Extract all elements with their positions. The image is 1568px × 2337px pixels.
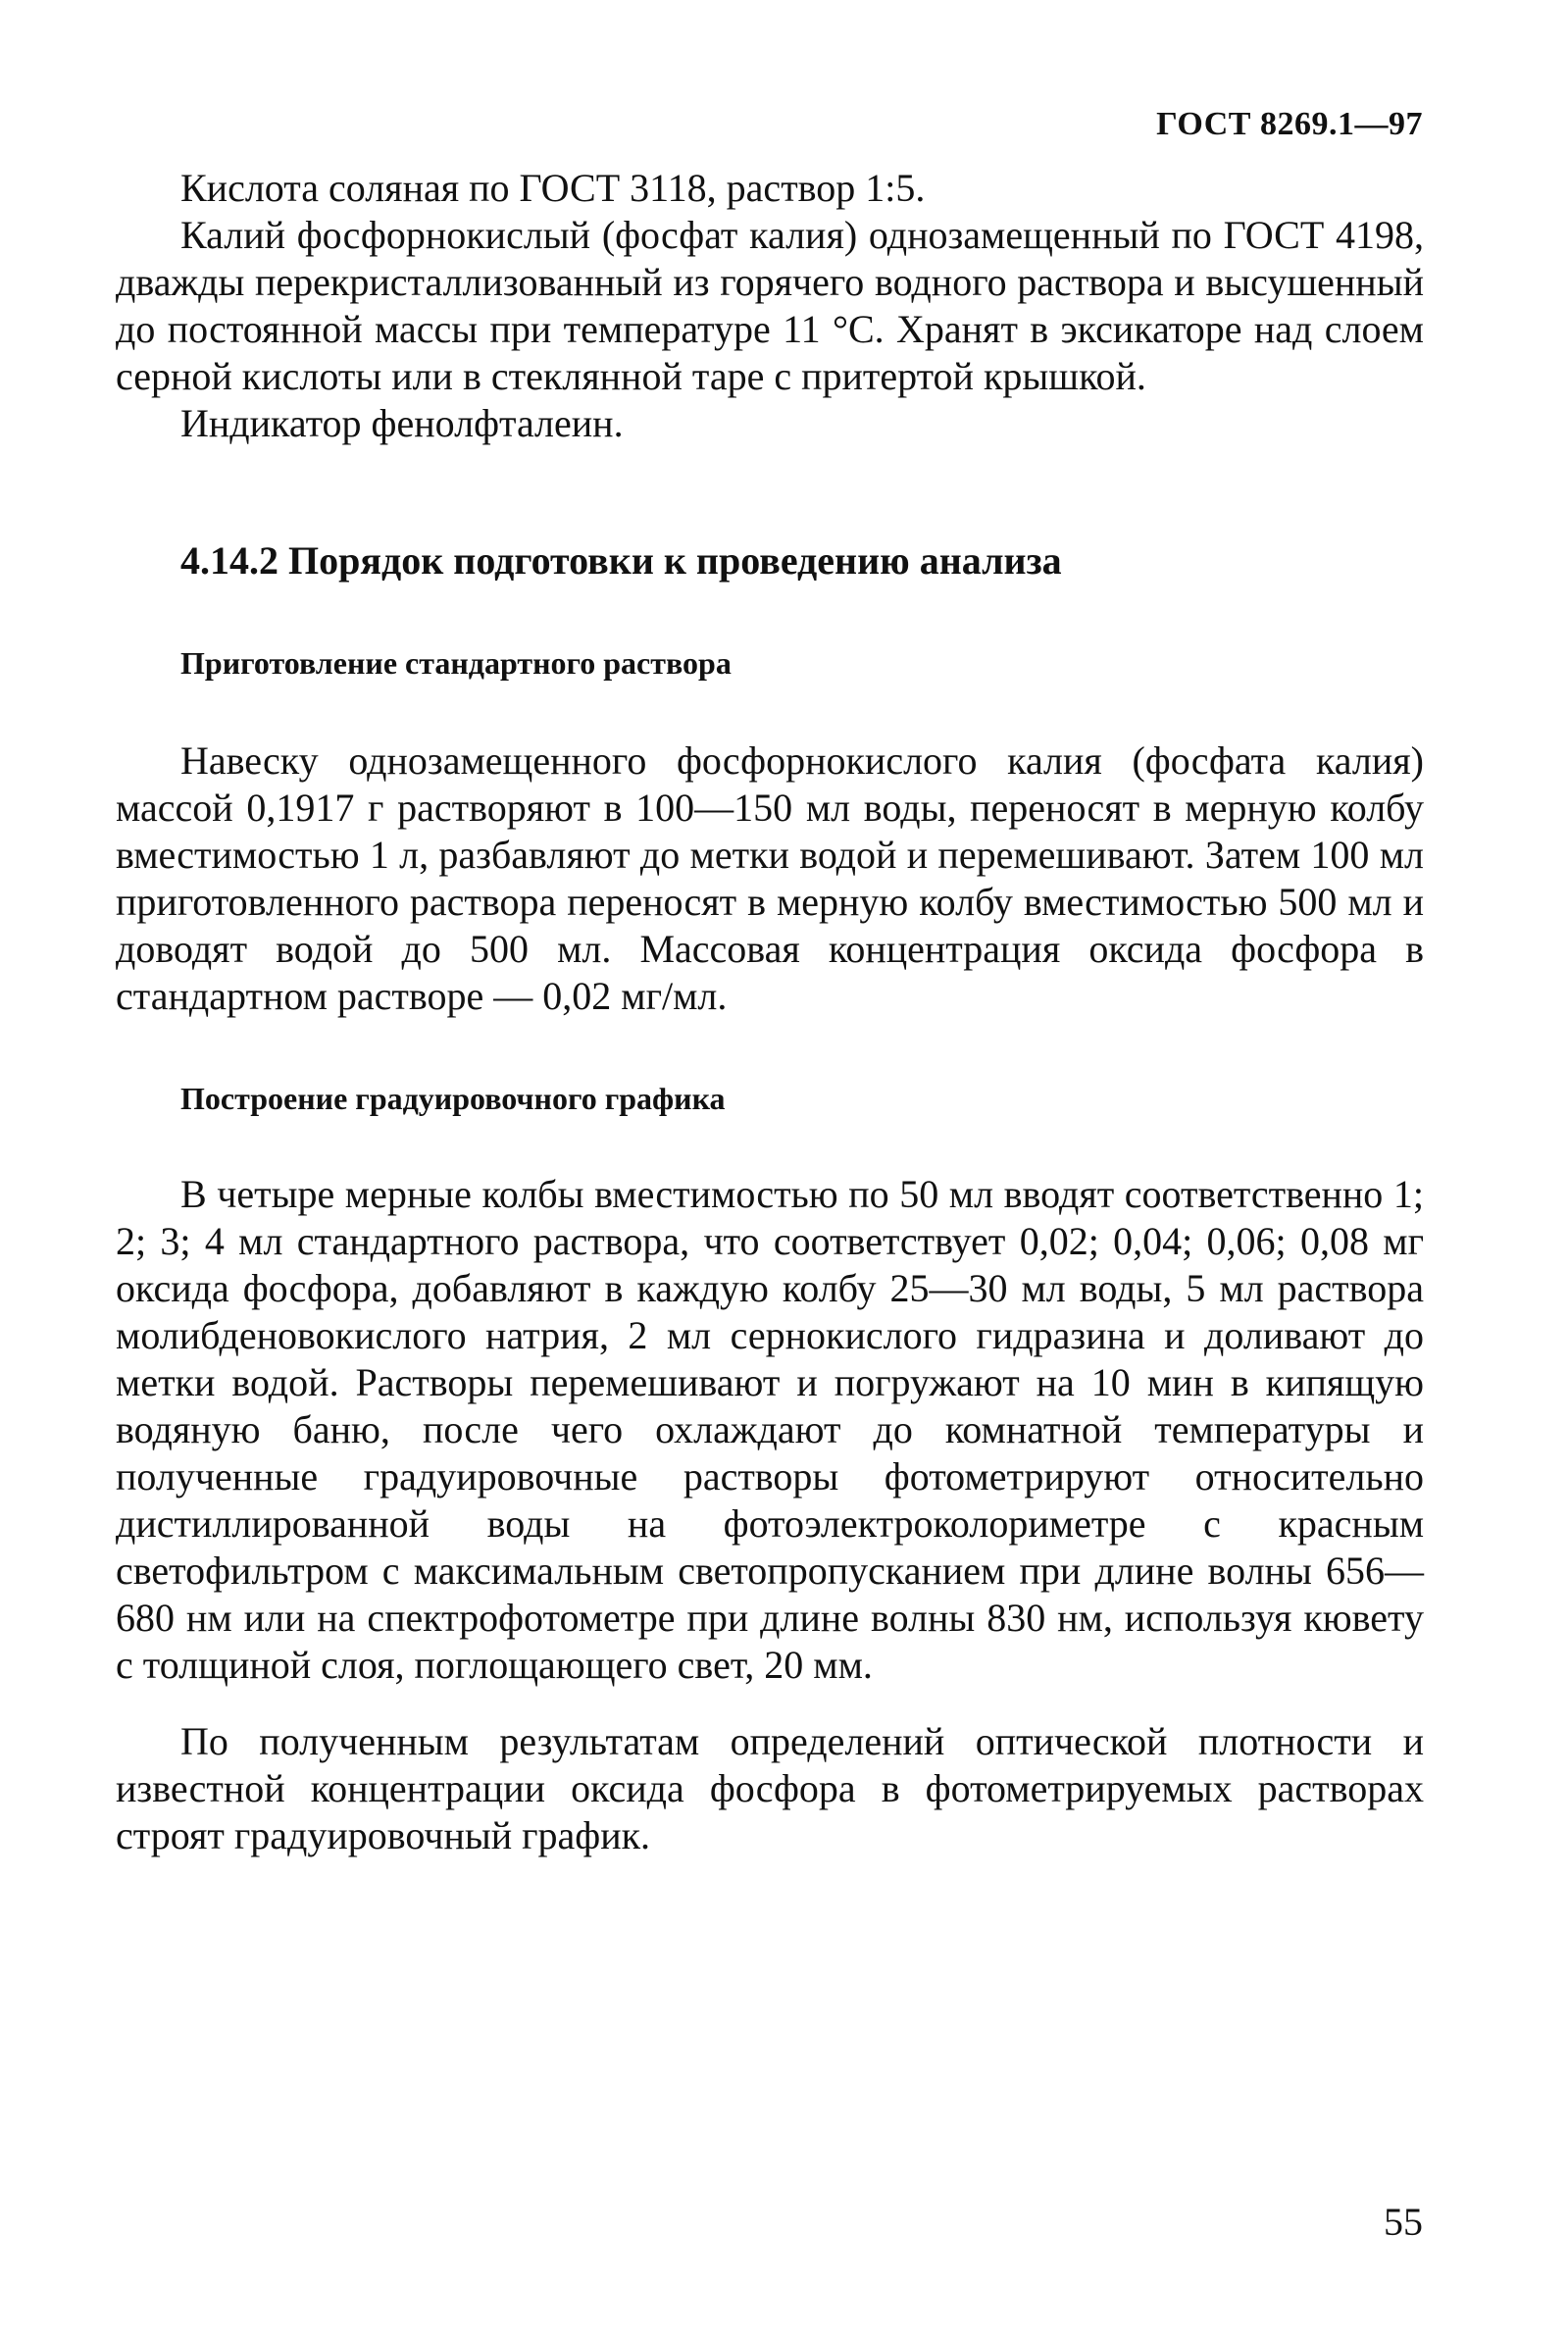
subsection-title-standard-solution: Приготовление стандартного раствора [180, 645, 732, 681]
standard-code: ГОСТ 8269.1—97 [1156, 106, 1423, 142]
section-title: 4.14.2 Порядок подготовки к проведению анализа [180, 538, 1062, 583]
subsection-title-calibration-graph: Построение градуировочного графика [180, 1081, 726, 1116]
calibration-graph-text: В четыре мерные колбы вместимостью по 50 мл вводят соответственно 1; 2; 3; 4 мл стандартного раствора, что соответствует 0,02; 0,04; 0,06; 0,08 мг оксида фосфора, добавляют в каждую колбу 25—30 мл воды, 5 мл раствора молибденовокислого натрия, 2 мл сернокислого гидразина и доливают до метки водой. Растворы перемешивают и погружают на 10 мин в кипящую водяную баню, после чего охлаждают до комнатной температуры и полученные градуировочные растворы фотометрируют относительно дистиллированной воды на фотоэлектроколориметре с красным светофильтром с максимальным светопропусканием при длине волны 656—680 нм или на спектрофотометре при длине волны 830 нм, используя кювету с толщиной слоя, поглощающего свет, 20 мм. [116, 1172, 1424, 1687]
standard-solution-text: Навеску однозамещенного фосфорнокислого калия (фосфата калия) массой 0,1917 г растворяют в 100—150 мл воды, переносят в мерную колбу вместимостью 1 л, разбавляют до метки водой и перемешивают. Затем 100 мл приготовленного раствора переносят в мерную колбу вместимостью 500 мл и доводят водой до 500 мл. Массовая концентрация оксида фосфора в стандартном растворе — 0,02 мг/мл. [116, 738, 1424, 1018]
reagent-potassium-phosphate: Калий фосфорнокислый (фосфат калия) однозамещенный по ГОСТ 4198, дважды перекристаллизованный из горячего водного раствора и высушенный до постоянной массы при температуре 11 °С. Хранят в эксикаторе над слоем серной кислоты или в стеклянной таре с притертой крышкой. [116, 213, 1424, 398]
reagent-indicator: Индикатор фенолфталеин. [180, 401, 624, 445]
calibration-graph-conclusion: По полученным результатам определений оптической плотности и известной концентрации оксида фосфора в фотометрируемых растворах строят градуировочный график. [116, 1719, 1424, 1857]
page-content [116, 165, 1424, 1859]
page-number: 55 [1384, 2200, 1423, 2244]
reagent-acid: Кислота соляная по ГОСТ 3118, раствор 1:5. [180, 166, 926, 210]
